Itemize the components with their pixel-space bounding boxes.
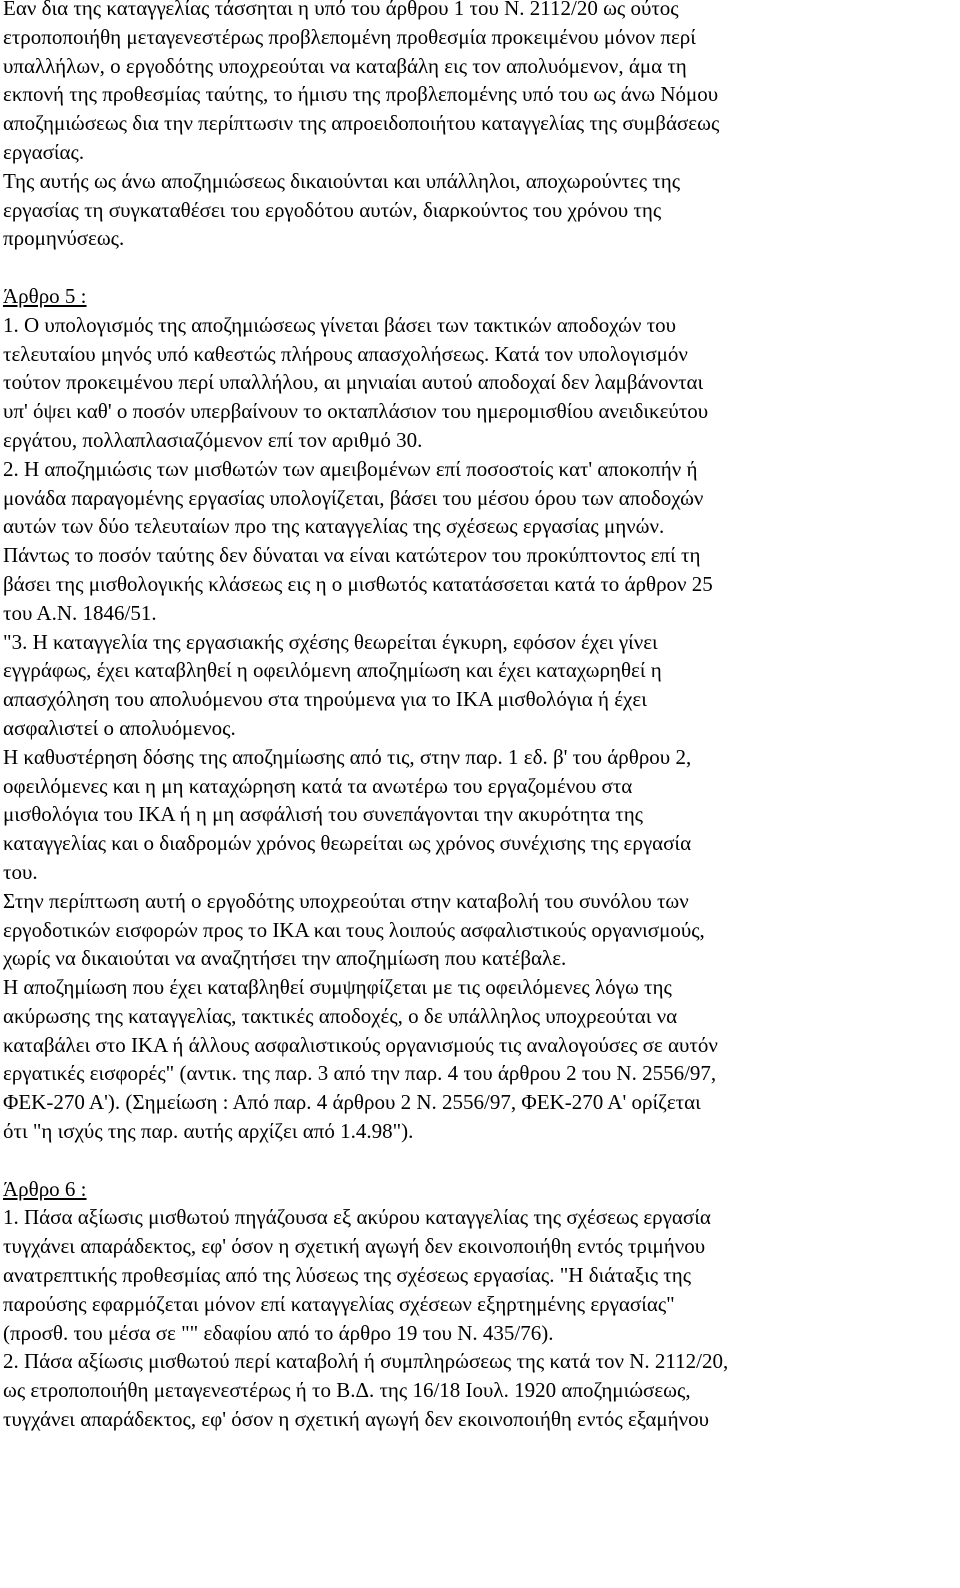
text-line: τυγχάνει απαράδεκτος, εφ' όσον η σχετική αγωγή δεν εκοινοποιήθη εντός εξαμήνου (3, 1407, 710, 1432)
text-line: ανατρεπτικής προθεσμίας από της λύσεως της σχέσεως εργασίας. "Η διάταξις της (3, 1263, 692, 1288)
text-line: εργάτου, πολλαπλασιαζόμενον επί τον αριθμό 30. (3, 427, 423, 452)
text-line: Η αποζημίωση που έχει καταβληθεί συμψηφίζεται με τις οφειλόμενες λόγω της (3, 975, 672, 1000)
text-line: εργασίας τη συγκαταθέσει του εργοδότου αυτών, διαρκούντος του χρόνου της (3, 197, 662, 222)
text-line: ετροποποιήθη μεταγενεστέρως προβλεπομένη προθεσμία προκειμένου μόνον περί (3, 24, 696, 49)
text-line: ότι "η ισχύς της παρ. αυτής αρχίζει από 1.4.98"). (3, 1119, 414, 1144)
text-line: εργοδοτικών εισφορών προς το ΙΚΑ και τους λοιπούς ασφαλιστικούς οργανισμούς, (3, 917, 705, 942)
text-line: μισθολόγια του ΙΚΑ ή η μη ασφάλισή του συνεπάγονται την ακυρότητα της (3, 802, 643, 827)
intro-paragraph (3, 0, 958, 253)
text-line: οφειλόμενες και η μη καταχώρηση κατά τα ανωτέρω του εργαζομένου στα (3, 773, 633, 798)
text-line: του Α.Ν. 1846/51. (3, 600, 157, 625)
article-6-heading: Άρθρο 6 : (3, 1176, 87, 1201)
text-line: 1. Ο υπολογισμός της αποζημιώσεως γίνεται βάσει των τακτικών αποδοχών του (3, 312, 677, 337)
text-line: καταγγελίας και ο διαδρομών χρόνος θεωρείται ως χρόνος συνέχισης της εργασία (3, 831, 692, 856)
text-line: καταβάλει στο ΙΚΑ ή άλλους ασφαλιστικούς οργανισμούς τις αναλογούσες σε αυτόν (3, 1032, 718, 1057)
text-line: απασχόληση του απολυόμενου στα τηρούμενα για το ΙΚΑ μισθολόγια ή έχει (3, 687, 647, 712)
text-line: μονάδα παραγομένης εργασίας υπολογίζεται, βάσει του μέσου όρου των αποδοχών (3, 485, 704, 510)
document-page (3, 0, 958, 1434)
text-line: εργασίας. (3, 139, 85, 164)
spacer (3, 1146, 958, 1175)
text-line: Η καθυστέρηση δόσης της αποζημίωσης από τις, στην παρ. 1 εδ. β' του άρθρου 2, (3, 744, 692, 769)
text-line: υπ' όψει καθ' ο ποσόν υπερβαίνουν το οκταπλάσιον του ημερομισθίου ανειδικεύτου (3, 399, 709, 424)
spacer (3, 253, 958, 282)
text-line: χωρίς να δικαιούται να αναζητήσει την αποζημίωση που κατέβαλε. (3, 946, 567, 971)
text-line: αποζημιώσεως δια την περίπτωσιν της απροειδοποιήτου καταγγελίας της συμβάσεως (3, 111, 720, 136)
text-line: ακύρωσης της καταγγελίας, τακτικές αποδοχές, ο δε υπάλληλος υποχρεούται να (3, 1003, 678, 1028)
text-line: εκπονή της προθεσμίας ταύτης, το ήμισυ της προβλεπομένης υπό του ως άνω Νόμου (3, 82, 719, 107)
text-line: Στην περίπτωση αυτή ο εργοδότης υποχρεούται στην καταβολή του συνόλου των (3, 888, 689, 913)
text-line: τούτον προκειμένου περί υπαλλήλου, αι μηνιαίαι αυτού αποδοχαί δεν λαμβάνονται (3, 370, 704, 395)
text-line: αυτών των δύο τελευταίων προ της καταγγελίας της σχέσεως εργασίας μηνών. (3, 514, 665, 539)
text-line: υπαλλήλων, ο εργοδότης υποχρεούται να καταβάλη εις τον απολυόμενον, άμα τη (3, 53, 687, 78)
text-line: ως ετροποποιήθη μεταγενεστέρως ή το Β.Δ. της 16/18 Ιουλ. 1920 αποζημιώσεως, (3, 1378, 691, 1403)
text-line: "3. Η καταγγελία της εργασιακής σχέσης θεωρείται έγκυρη, εφόσον έχει γίνει (3, 629, 658, 654)
text-line: Εαν δια της καταγγελίας τάσσηται η υπό του άρθρου 1 του Ν. 2112/20 ως ούτος (3, 0, 679, 20)
text-line: τελευταίου μηνός υπό καθεστώς πλήρους απασχολήσεως. Κατά τον υπολογισμόν (3, 341, 688, 366)
text-line: 2. Η αποζημιώσις των μισθωτών των αμειβομένων επί ποσοστοίς κατ' αποκοπήν ή (3, 456, 698, 481)
text-line: εργατικές εισφορές" (αντικ. της παρ. 3 από την παρ. 4 του άρθρου 2 του Ν. 2556/97, (3, 1061, 717, 1086)
text-line: Της αυτής ως άνω αποζημιώσεως δικαιούνται και υπάλληλοι, αποχωρούντες της (3, 168, 681, 193)
text-line: ασφαλιστεί ο απολυόμενος. (3, 715, 236, 740)
text-line: (προσθ. του μέσα σε "" εδαφίου από το άρθρο 19 του Ν. 435/76). (3, 1320, 554, 1345)
text-line: εγγράφως, έχει καταβληθεί η οφειλόμενη αποζημίωση και έχει καταχωρηθεί η (3, 658, 662, 683)
text-line: 2. Πάσα αξίωσις μισθωτού περί καταβολή ή συμπληρώσεως της κατά τον Ν. 2112/20, (3, 1349, 729, 1374)
article-5-heading: Άρθρο 5 : (3, 283, 87, 308)
text-line: βάσει της μισθολογικής κλάσεως εις η ο μισθωτός κατατάσσεται κατά το άρθρον 25 (3, 571, 713, 596)
article-5 (3, 282, 958, 1146)
text-line: ΦΕΚ-270 Α'). (Σημείωση : Από παρ. 4 άρθρου 2 Ν. 2556/97, ΦΕΚ-270 Α' ορίζεται (3, 1090, 701, 1115)
text-line: Πάντως το ποσόν ταύτης δεν δύναται να είναι κατώτερον του προκύπτοντος επί τη (3, 543, 701, 568)
text-line: του. (3, 859, 38, 884)
text-line: παρούσης εφαρμόζεται μόνον επί καταγγελίας σχέσεων εξηρτημένης εργασίας" (3, 1291, 675, 1316)
text-line: 1. Πάσα αξίωσις μισθωτού πηγάζουσα εξ ακύρου καταγγελίας της σχέσεως εργασία (3, 1205, 711, 1230)
article-6 (3, 1175, 958, 1434)
text-line: προμηνύσεως. (3, 226, 125, 251)
text-line: τυγχάνει απαράδεκτος, εφ' όσον η σχετική αγωγή δεν εκοινοποιήθη εντός τριμήνου (3, 1234, 706, 1259)
